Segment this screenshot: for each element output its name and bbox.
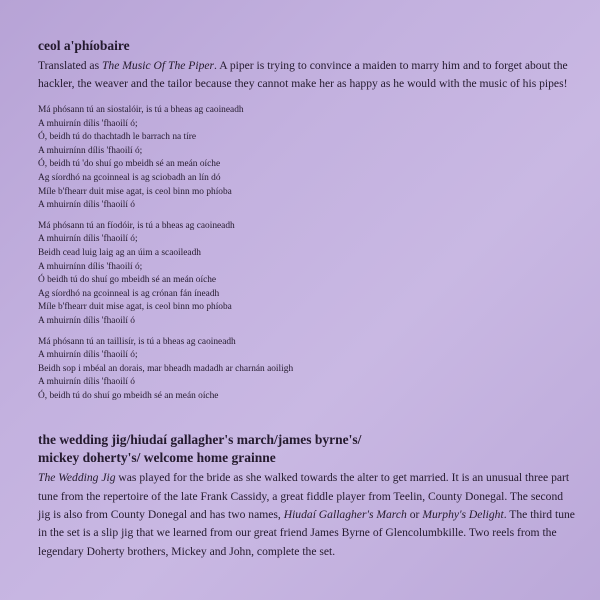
section-title-wedding-jig-set: [38, 431, 578, 467]
lyrics-stanza-3: [38, 336, 578, 404]
para-segment: or: [406, 508, 423, 522]
section-title-ceol-a-phiobaire: ceol a'phíobaire: [38, 38, 130, 53]
lyric-line: Ó, beidh tú 'do shuí go mbeidh sé an meán oíche: [38, 159, 221, 170]
para-segment: . The third tune in the set is a slip jig that we learned from our great friend James Byrne of Glencolumbkille. Two reels from the legendary Doherty brothers, Mickey and John, complete the set.: [38, 508, 575, 558]
lyric-line: Má phósann tú an taillisír, is tú a bheas ag caoineadh: [38, 336, 236, 347]
lyric-line: Ag síordhó na gcoinneal is ag sciobadh an lín dó: [38, 172, 221, 183]
lyric-line: A mhuirnínn dílis 'fhaoilí ó;: [38, 145, 143, 156]
lyric-line: A mhuirnín dílis 'fhaoilí ó: [38, 377, 135, 388]
lyric-line: Beidh sop i mbéal an dorais, mar bheadh madadh ar charnán aoiligh: [38, 363, 294, 374]
lyric-line: Ó beidh tú do shuí go mbeidh sé an meán oíche: [38, 275, 217, 286]
lyric-line: A mhuirnínn dílis 'fhaoilí ó;: [38, 261, 143, 272]
intro-description: . A piper is trying to convince a maiden to marry him and to forget about the hackler, the weaver and the tailor because they cannot make her as happy as he would with the music of his pipes!: [38, 59, 568, 90]
lyric-line: A mhuirnín dílis 'fhaoilí ó: [38, 200, 135, 211]
section-title-line-1: the wedding jig/hiudaí gallagher's march/james byrne's/: [38, 432, 362, 448]
lyric-line: A mhuirnín dílis 'fhaoilí ó: [38, 315, 135, 326]
lyric-line: Míle b'fhearr duit mise agat, is ceol binn mo phíoba: [38, 186, 232, 197]
section-title-line-2: mickey doherty's/ welcome home grainne: [38, 450, 276, 466]
lyric-line: Ó, beidh tú do shuí go mbeidh sé an meán oíche: [38, 390, 219, 401]
para-segment: Hiudaí Gallagher's March: [283, 508, 407, 522]
lyric-line: Ag síordhó na gcoinneal is ag crónan fán íneadh: [38, 288, 220, 299]
lyrics-stanza-1: [38, 104, 578, 213]
lyric-line: Má phósann tú an fíodóir, is tú a bheas ag caoineadh: [38, 220, 235, 231]
lyric-line: A mhuirnín dílis 'fhaoilí ó;: [38, 234, 138, 245]
para-segment: The Wedding Jig: [38, 471, 116, 485]
intro-prefix: Translated as: [38, 59, 102, 72]
section-intro: [38, 57, 578, 92]
lyric-line: A mhuirnín dílis 'fhaoilí ó;: [38, 118, 138, 129]
para-segment: Murphy's Delight: [422, 508, 504, 522]
lyric-line: Ó, beidh tú do thachtadh le barrach na tíre: [38, 132, 197, 143]
lyric-line: Má phósann tú an siostalóir, is tú a bheas ag caoineadh: [38, 105, 244, 115]
section-description: [38, 469, 578, 560]
lyrics-stanza-2: [38, 220, 578, 329]
para-segment: was played for the bride as she walked towards the alter to get married. It is an unusual three part tune from the repertoire of the late Frank Cassidy, a great fiddle player from Teelin, County Donegal. The second jig is also from County Donegal and has two names,: [38, 471, 570, 522]
intro-translated-title: The Music Of The Piper: [101, 59, 215, 72]
liner-notes-page: [38, 37, 578, 561]
lyric-line: Míle b'fhearr duit mise agat, is ceol binn mo phíoba: [38, 302, 232, 313]
lyric-line: Beidh cead luig laig ag an úim a scaoileadh: [38, 247, 201, 258]
lyric-line: A mhuirnín dílis 'fhaoilí ó;: [38, 350, 138, 361]
